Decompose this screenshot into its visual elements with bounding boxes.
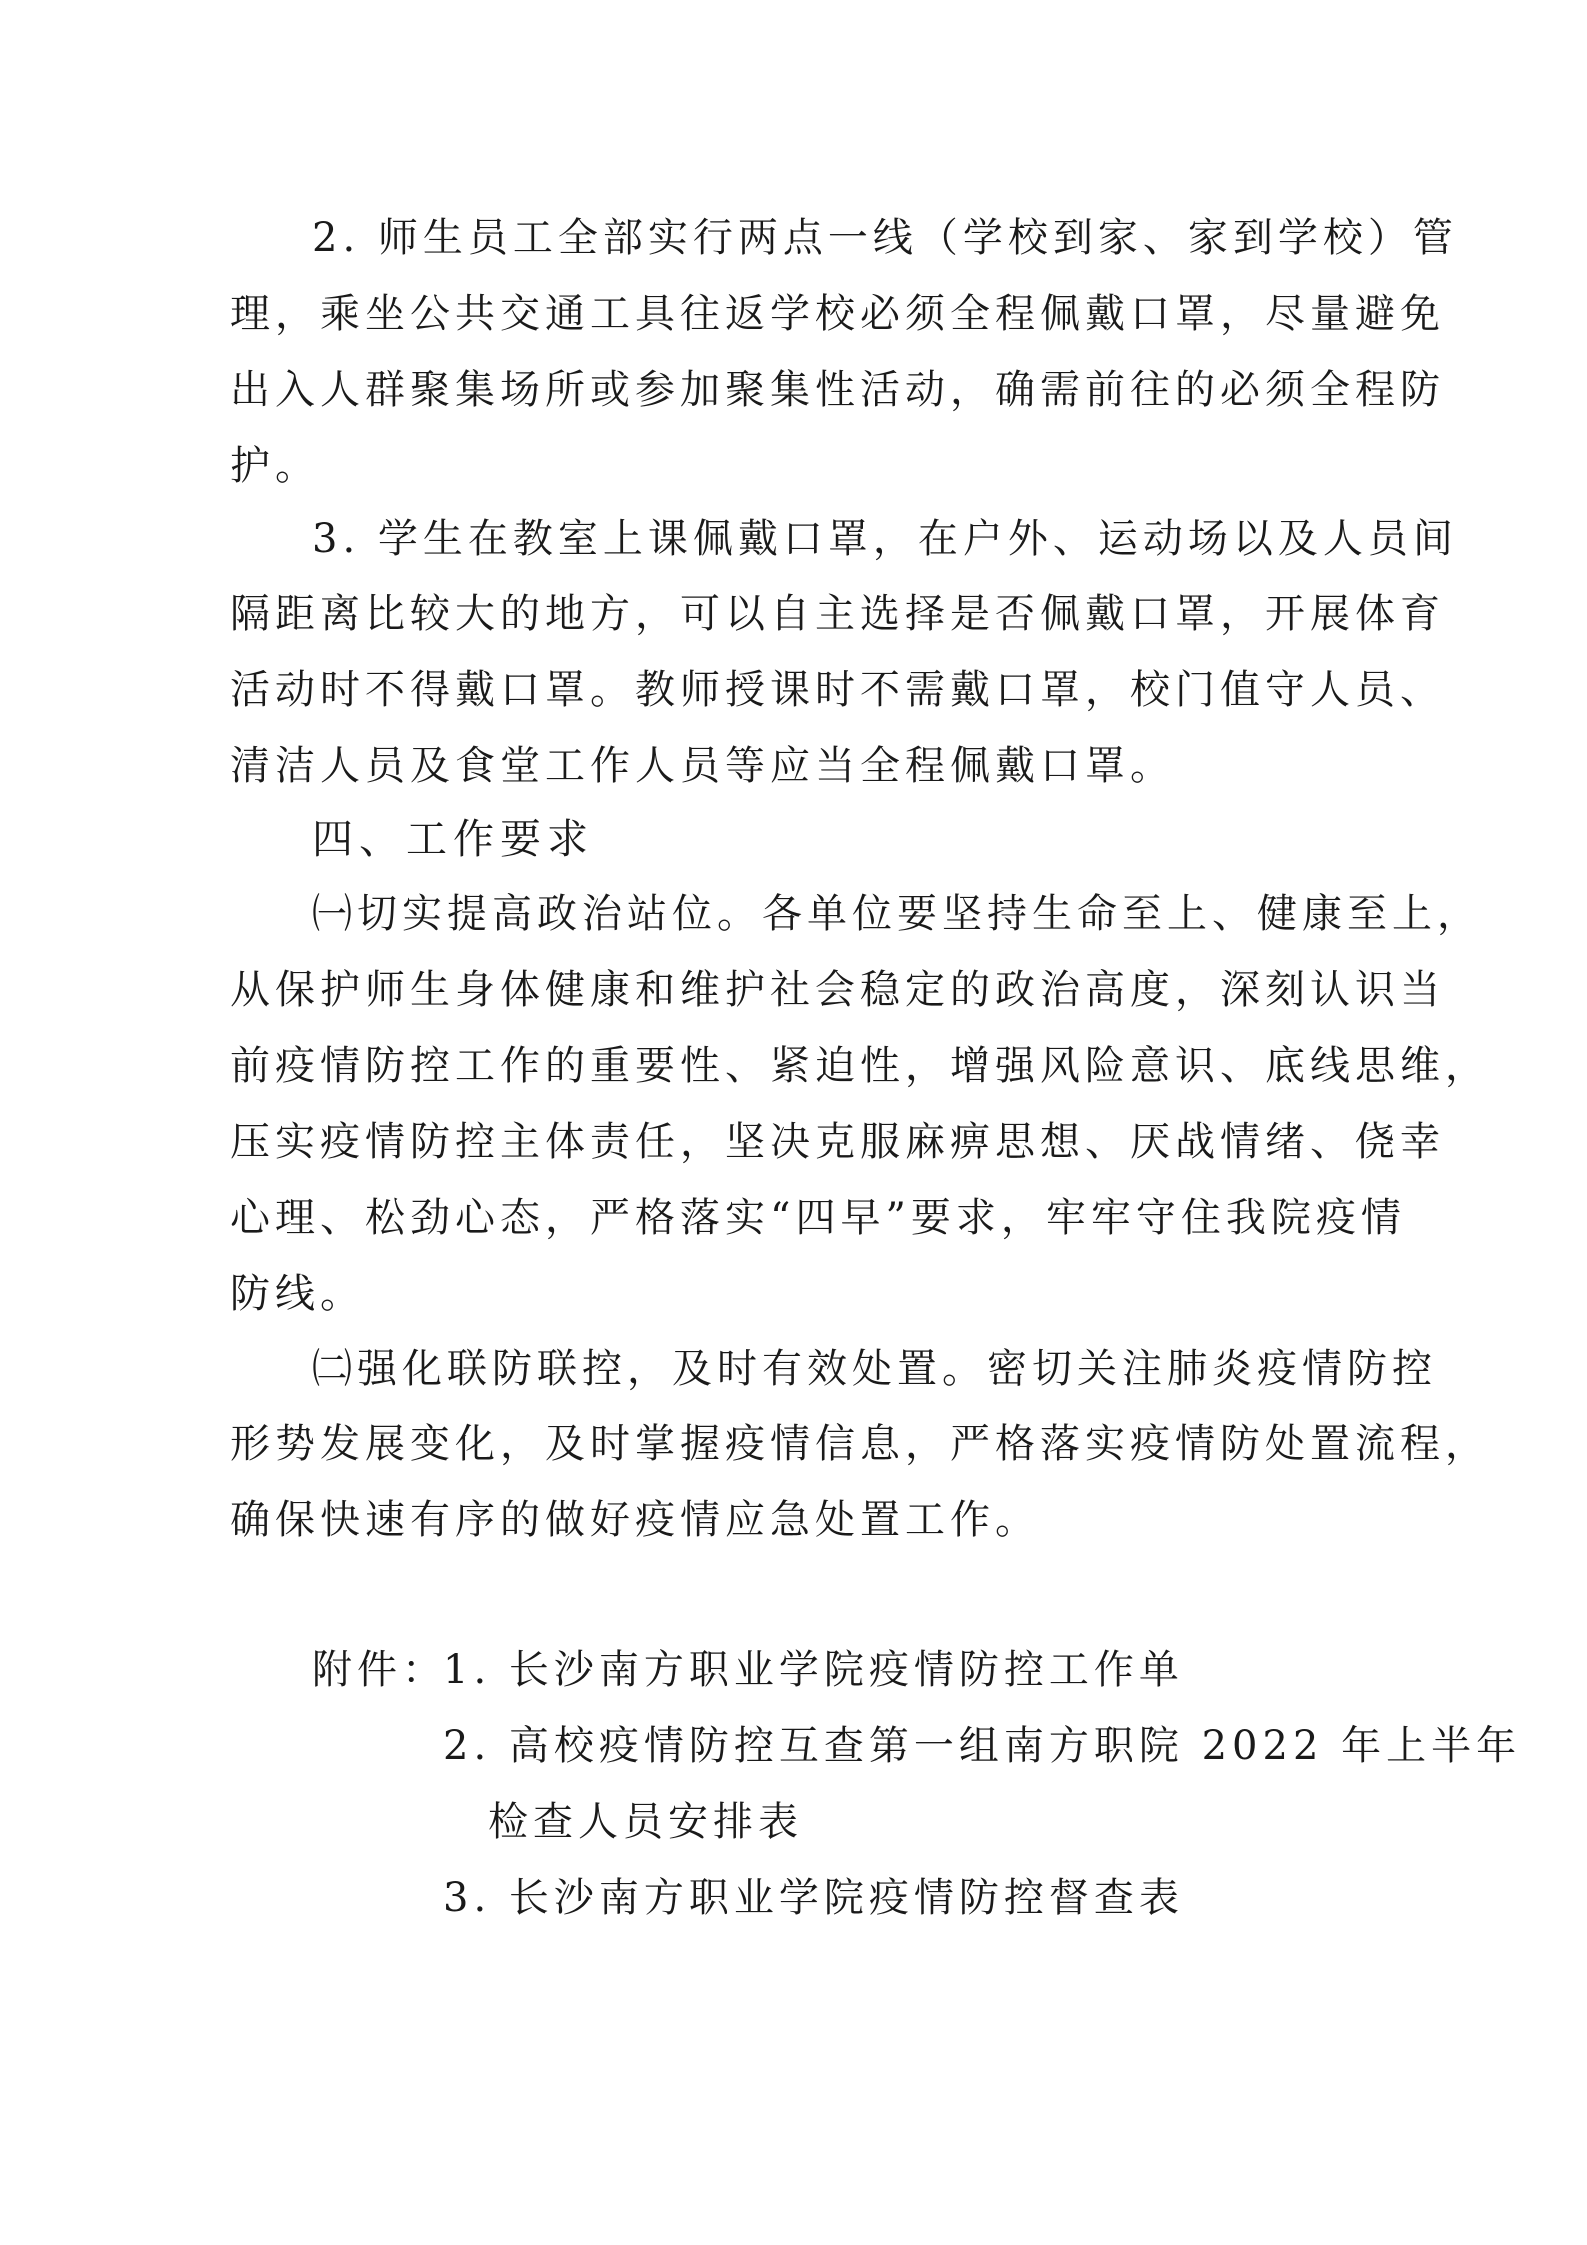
s4-para1-line3: 前疫情防控工作的重要性、紧迫性，增强风险意识、底线思维， bbox=[230, 1043, 1490, 1089]
item2-line4: 护。 bbox=[230, 443, 320, 489]
item3-line3: 活动时不得戴口罩。教师授课时不需戴口罩，校门值守人员、 bbox=[230, 667, 1445, 713]
s4-para2-line2: 形势发展变化，及时掌握疫情信息，严格落实疫情防处置流程， bbox=[230, 1421, 1490, 1467]
attachment-item-2: 2. 高校疫情防控互查第一组南方职院 2022 年上半年 bbox=[443, 1723, 1522, 1769]
item2-line3: 出入人群聚集场所或参加聚集性活动，确需前往的必须全程防 bbox=[230, 367, 1445, 413]
s4-para1-line5: 心理、松劲心态，严格落实“四早”要求，牢牢守住我院疫情 bbox=[230, 1195, 1406, 1241]
attachment-item-3: 3. 长沙南方职业学院疫情防控督查表 bbox=[443, 1875, 1184, 1921]
s4-para1-line4: 压实疫情防控主体责任，坚决克服麻痹思想、厌战情绪、侥幸 bbox=[230, 1119, 1445, 1165]
s4-para2-line3: 确保快速有序的做好疫情应急处置工作。 bbox=[230, 1497, 1040, 1543]
s4-para1-line1: ㈠切实提高政治站位。各单位要坚持生命至上、健康至上， bbox=[312, 891, 1482, 937]
item2-line1: 2. 师生员工全部实行两点一线（学校到家、家到学校）管 bbox=[312, 215, 1458, 261]
attachments-label: 附件： bbox=[312, 1647, 447, 1693]
section4-heading: 四、工作要求 bbox=[312, 815, 594, 863]
item3-line1: 3. 学生在教室上课佩戴口罩，在户外、运动场以及人员间 bbox=[312, 516, 1458, 562]
item2-line2: 理，乘坐公共交通工具往返学校必须全程佩戴口罩，尽量避免 bbox=[230, 291, 1445, 337]
s4-para1-line6: 防线。 bbox=[230, 1271, 365, 1317]
s4-para1-line2: 从保护师生身体健康和维护社会稳定的政治高度，深刻认识当 bbox=[230, 967, 1445, 1013]
item3-line4: 清洁人员及食堂工作人员等应当全程佩戴口罩。 bbox=[230, 743, 1175, 789]
s4-para2-line1: ㈡强化联防联控，及时有效处置。密切关注肺炎疫情防控 bbox=[312, 1346, 1437, 1392]
attachment-item-1: 1. 长沙南方职业学院疫情防控工作单 bbox=[443, 1647, 1184, 1693]
item3-line2: 隔距离比较大的地方，可以自主选择是否佩戴口罩，开展体育 bbox=[230, 591, 1445, 637]
attachment-item-2-cont: 检查人员安排表 bbox=[488, 1799, 803, 1845]
